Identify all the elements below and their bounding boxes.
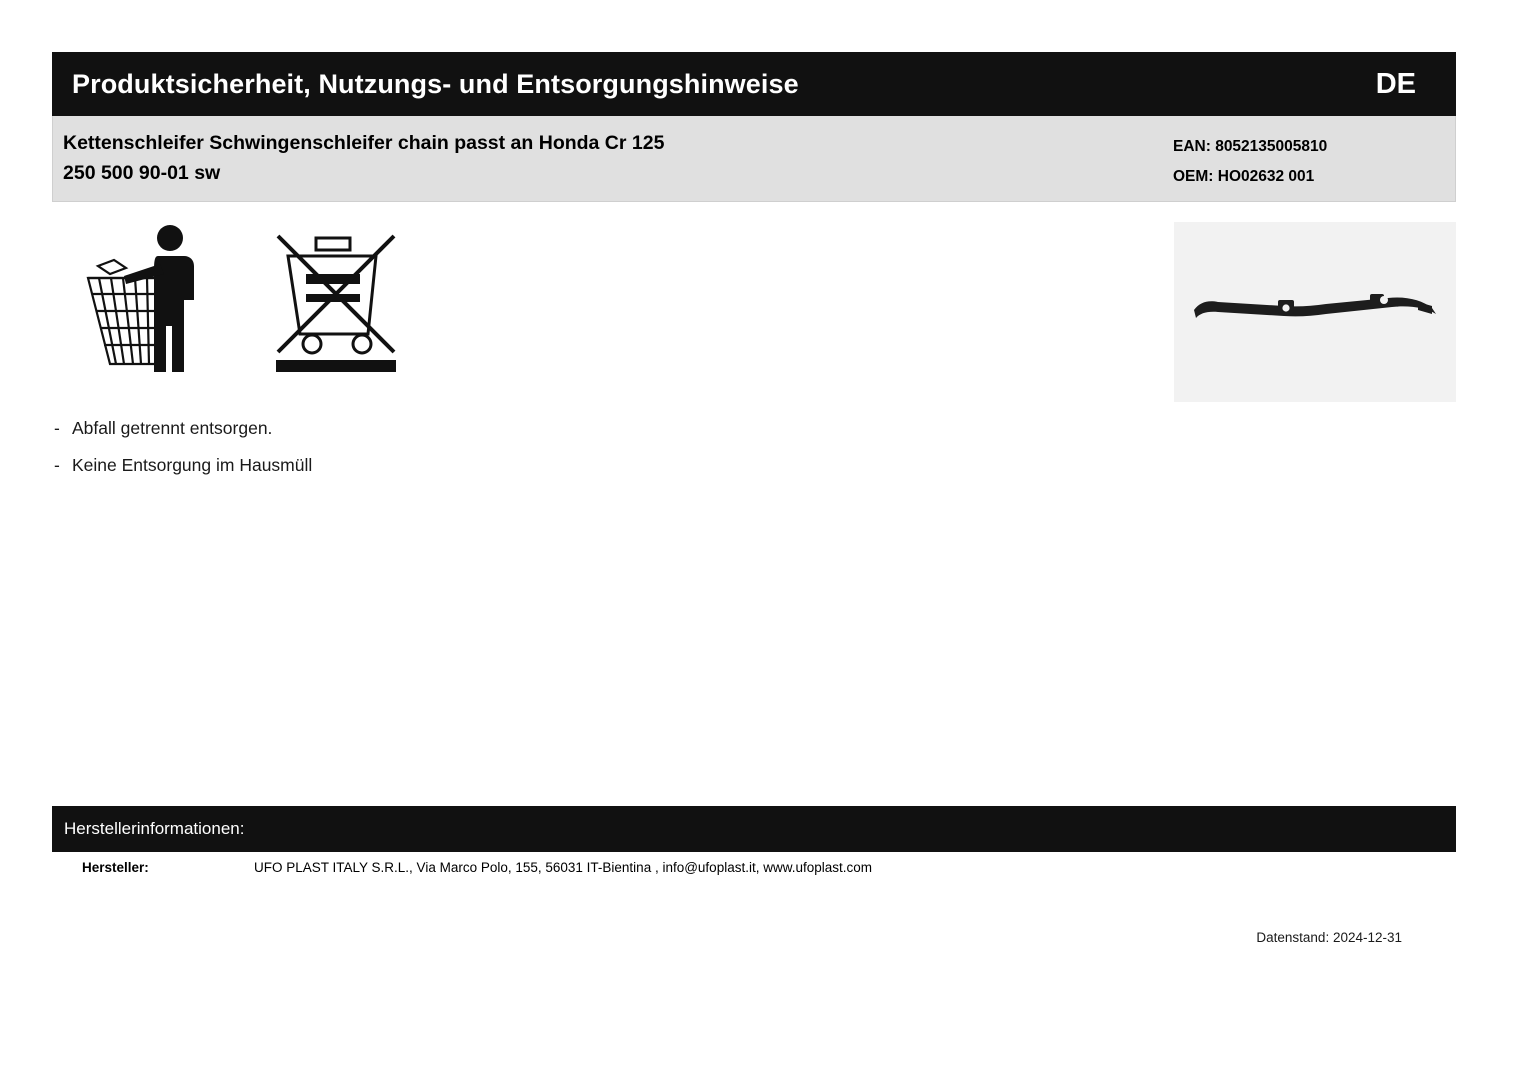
manufacturer-label: Hersteller: [82,860,149,875]
document-header-bar [52,52,1456,116]
oem-code: OEM: HO02632 001 [1173,168,1315,185]
weee-crossed-out-wheeled-bin-icon [270,222,402,377]
list-item [54,447,854,484]
disposal-notes-list [54,410,854,484]
manufacturer-section-title: Herstellerinformationen: [64,819,245,838]
product-photo [1174,222,1456,402]
manufacturer-details-row [52,860,1456,888]
product-name-line2: 250 500 90-01 sw [63,162,221,184]
manufacturer-value: UFO PLAST ITALY S.R.L., Via Marco Polo, 155, 56031 IT-Bientina , info@ufoplast.it, www.ufoplast.com [254,860,873,875]
ean-code: EAN: 8052135005810 [1173,138,1328,155]
litter-bin-icon [80,222,210,377]
language-badge: DE [1375,67,1416,100]
product-name [63,128,1143,188]
page-title: Produktsicherheit, Nutzungs- und Entsorgungshinweise [72,68,799,99]
bullet-dash: - [54,418,60,438]
data-status-text: Datenstand: 2024-12-31 [1256,930,1402,945]
pictogram-group [80,222,420,382]
note-text: Keine Entsorgung im Hausmüll [72,455,313,475]
product-info-bar [52,116,1456,202]
product-name-line1: Kettenschleifer Schwingenschleifer chain passt an Honda Cr 125 [63,132,665,154]
bullet-dash: - [54,455,60,475]
product-codes [1173,132,1433,192]
list-item [54,410,854,447]
manufacturer-section-bar [52,806,1456,852]
note-text: Abfall getrennt entsorgen. [72,418,273,438]
